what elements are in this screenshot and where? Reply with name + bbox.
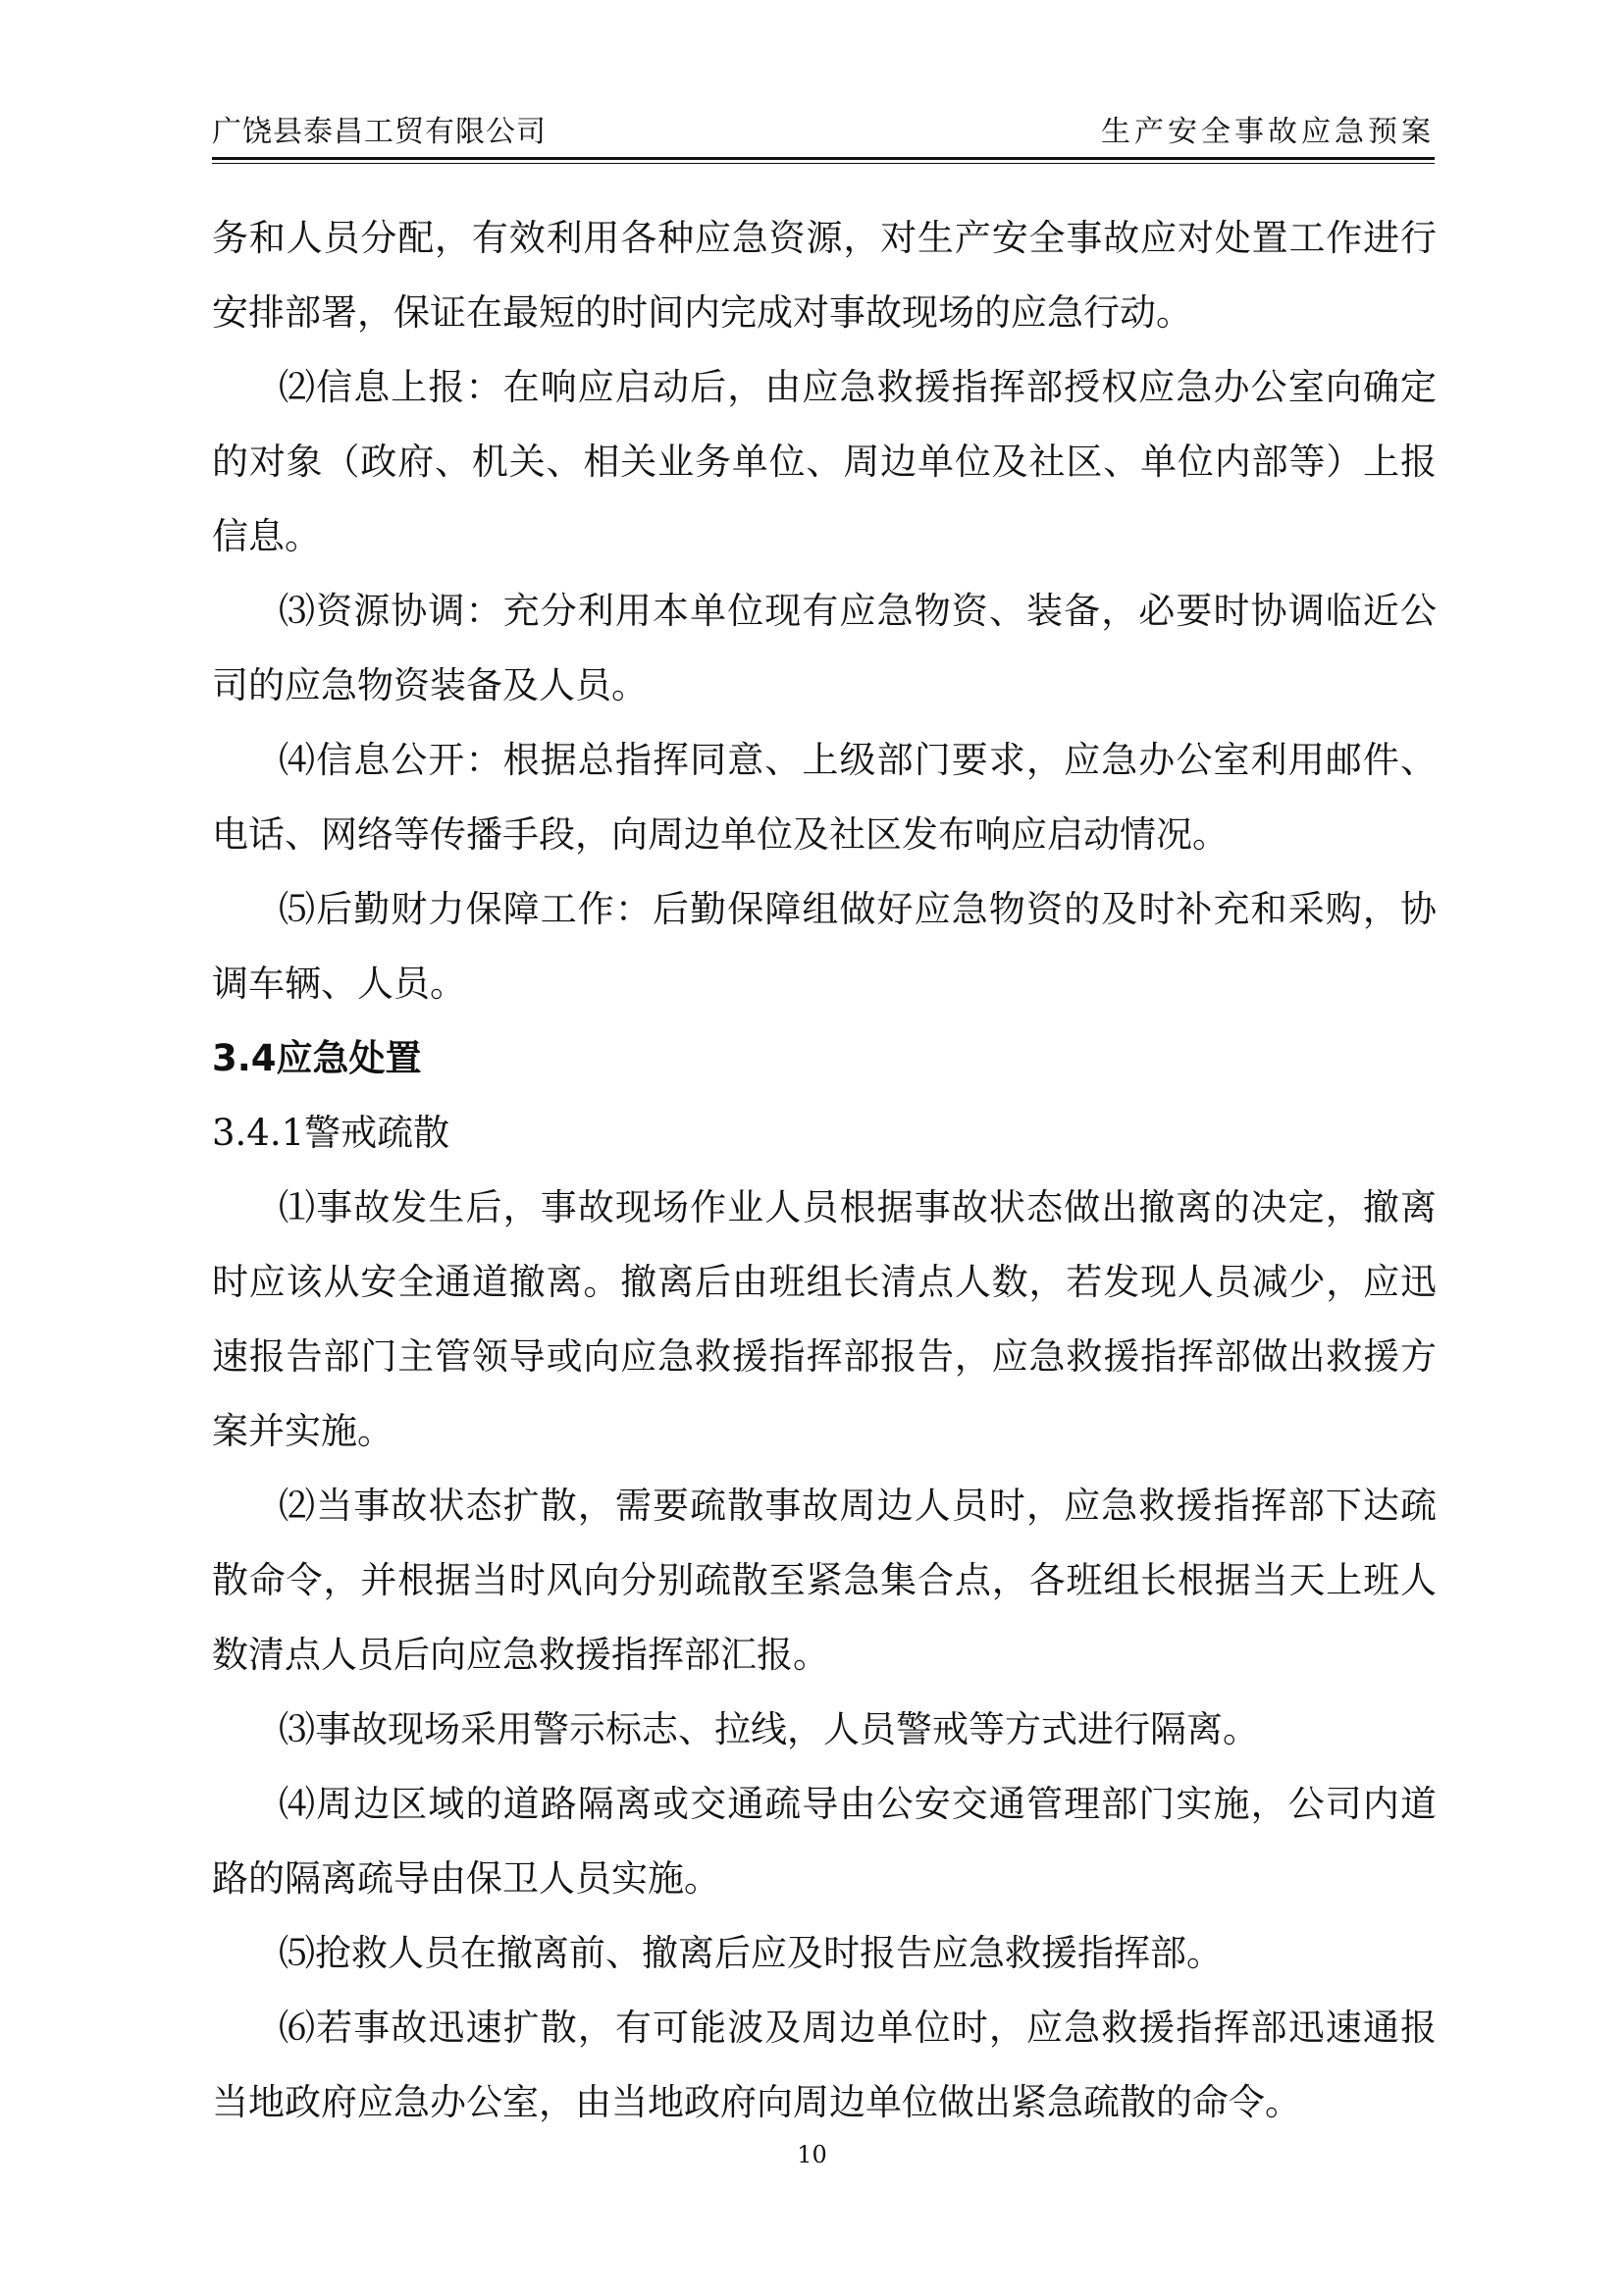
paragraph-evacuation-6: ⑹若事故迅速扩散，有可能波及周边单位时，应急救援指挥部迅速通报当地政府应急办公室，由当地政府向周边单位做出紧急疏散的命令。	[212, 2007, 1437, 2123]
header-divider-thin	[212, 163, 1435, 164]
paragraph-evacuation-5: ⑸抢救人员在撤离前、撤离后应及时报告应急救援指挥部。	[279, 1932, 1223, 1974]
subsection-heading-3-4-1: 3.4.1警戒疏散	[212, 1112, 450, 1154]
section-heading-3-4: 3.4应急处置	[212, 1037, 422, 1079]
document-body	[212, 201, 1437, 2140]
paragraph-logistics: ⑸后勤财力保障工作：后勤保障组做好应急物资的及时补充和采购，协调车辆、人员。	[212, 888, 1437, 1005]
page-header	[212, 110, 1435, 155]
header-divider	[212, 157, 1435, 160]
paragraph-info-disclosure: ⑷信息公开：根据总指挥同意、上级部门要求，应急办公室利用邮件、电话、网络等传播手段，向周边单位及社区发布响应启动情况。	[212, 739, 1437, 856]
page-number: 10	[797, 2141, 827, 2168]
paragraph-evacuation-2: ⑵当事故状态扩散，需要疏散事故周边人员时，应急救援指挥部下达疏散命令，并根据当时风向分别疏散至紧急集合点，各班组长根据当天上班人数清点人员后向应急救援指挥部汇报。	[212, 1485, 1437, 1676]
header-document-title: 生产安全事故应急预案	[1101, 115, 1435, 149]
paragraph-evacuation-1: ⑴事故发生后，事故现场作业人员根据事故状态做出撤离的决定，撤离时应该从安全通道撤离。撤离后由班组长清点人数，若发现人员减少，应迅速报告部门主管领导或向应急救援指挥部报告，应急救援指挥部做出救援方案并实施。	[212, 1186, 1437, 1452]
paragraph-resource-coordination: ⑶资源协调：充分利用本单位现有应急物资、装备，必要时协调临近公司的应急物资装备及人员。	[212, 590, 1437, 706]
paragraph-info-report: ⑵信息上报：在响应启动后，由应急救援指挥部授权应急办公室向确定的对象（政府、机关、相关业务单位、周边单位及社区、单位内部等）上报信息。	[212, 366, 1437, 557]
paragraph-evacuation-3: ⑶事故现场采用警示标志、拉线，人员警戒等方式进行隔离。	[279, 1708, 1259, 1750]
paragraph-continued: 务和人员分配，有效利用各种应急资源，对生产安全事故应对处置工作进行安排部署，保证在最短的时间内完成对事故现场的应急行动。	[212, 217, 1437, 334]
header-company-name: 广饶县泰昌工贸有限公司	[212, 115, 547, 149]
paragraph-evacuation-4: ⑷周边区域的道路隔离或交通疏导由公安交通管理部门实施，公司内道路的隔离疏导由保卫人员实施。	[212, 1783, 1437, 1900]
